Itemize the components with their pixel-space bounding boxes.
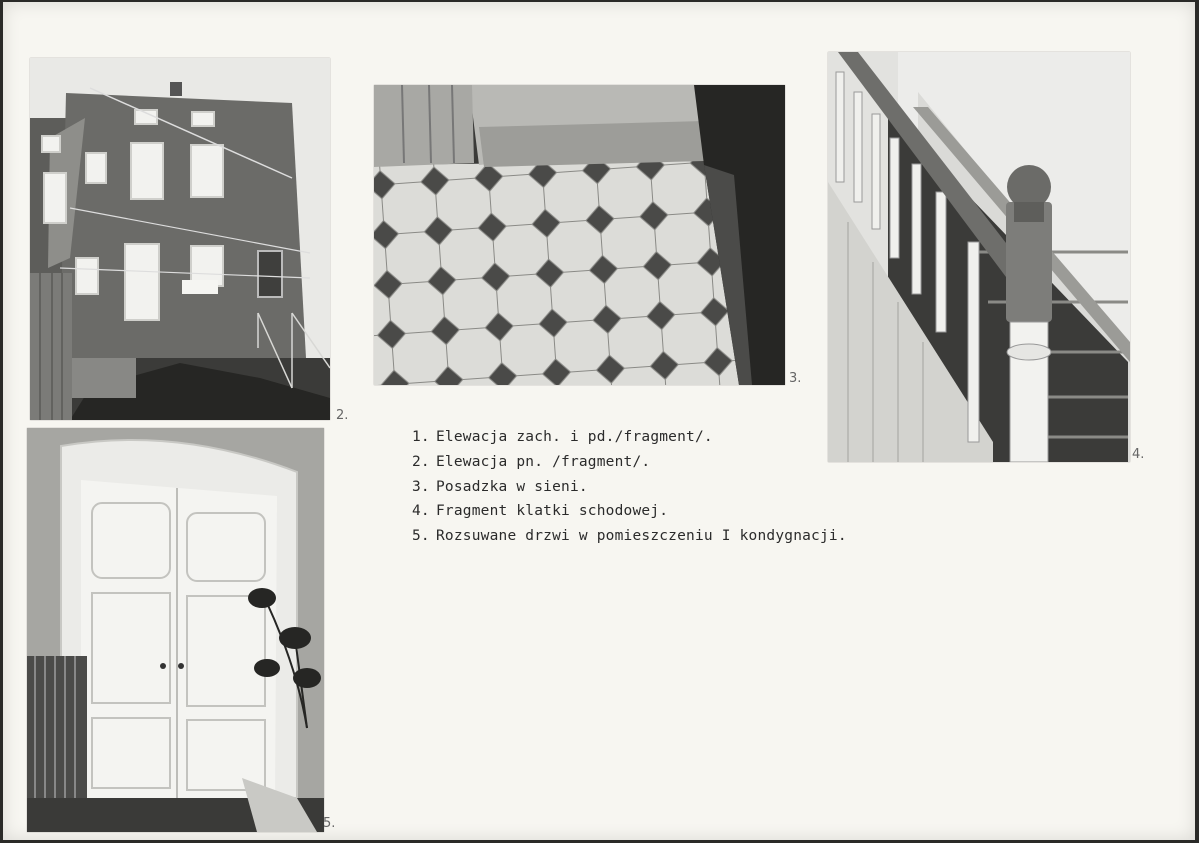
caption-text: Elewacja zach. i pd./fragment/. bbox=[436, 429, 713, 445]
photo-building-facade bbox=[30, 58, 330, 420]
caption-item bbox=[412, 475, 972, 500]
caption-number: 5. bbox=[412, 528, 430, 545]
caption-item bbox=[412, 425, 972, 450]
caption-text: Fragment klatki schodowej. bbox=[436, 503, 669, 520]
caption-item bbox=[412, 450, 972, 475]
caption-list bbox=[412, 425, 972, 549]
document-sheet bbox=[3, 2, 1195, 840]
photo-number-5: 5. bbox=[323, 816, 336, 831]
caption-number: 4. bbox=[412, 503, 430, 520]
caption-number: 2. bbox=[412, 453, 430, 470]
photo-staircase bbox=[828, 52, 1130, 462]
photo-number-4: 4. bbox=[1132, 447, 1145, 462]
photo-number-3: 3. bbox=[789, 371, 802, 386]
caption-text: Elewacja pn. /fragment/. bbox=[436, 453, 651, 470]
caption-text: Rozsuwane drzwi w pomieszczeniu I kondygnacji. bbox=[436, 528, 847, 545]
caption-item bbox=[412, 499, 972, 524]
photo-tiled-floor bbox=[374, 85, 785, 385]
caption-number: 3. bbox=[412, 478, 430, 495]
caption-item bbox=[412, 524, 972, 549]
photo-double-doors bbox=[27, 428, 324, 832]
photo-number-2: 2. bbox=[336, 408, 349, 423]
caption-text: Posadzka w sieni. bbox=[436, 478, 588, 495]
caption-number: 1. bbox=[412, 429, 430, 445]
